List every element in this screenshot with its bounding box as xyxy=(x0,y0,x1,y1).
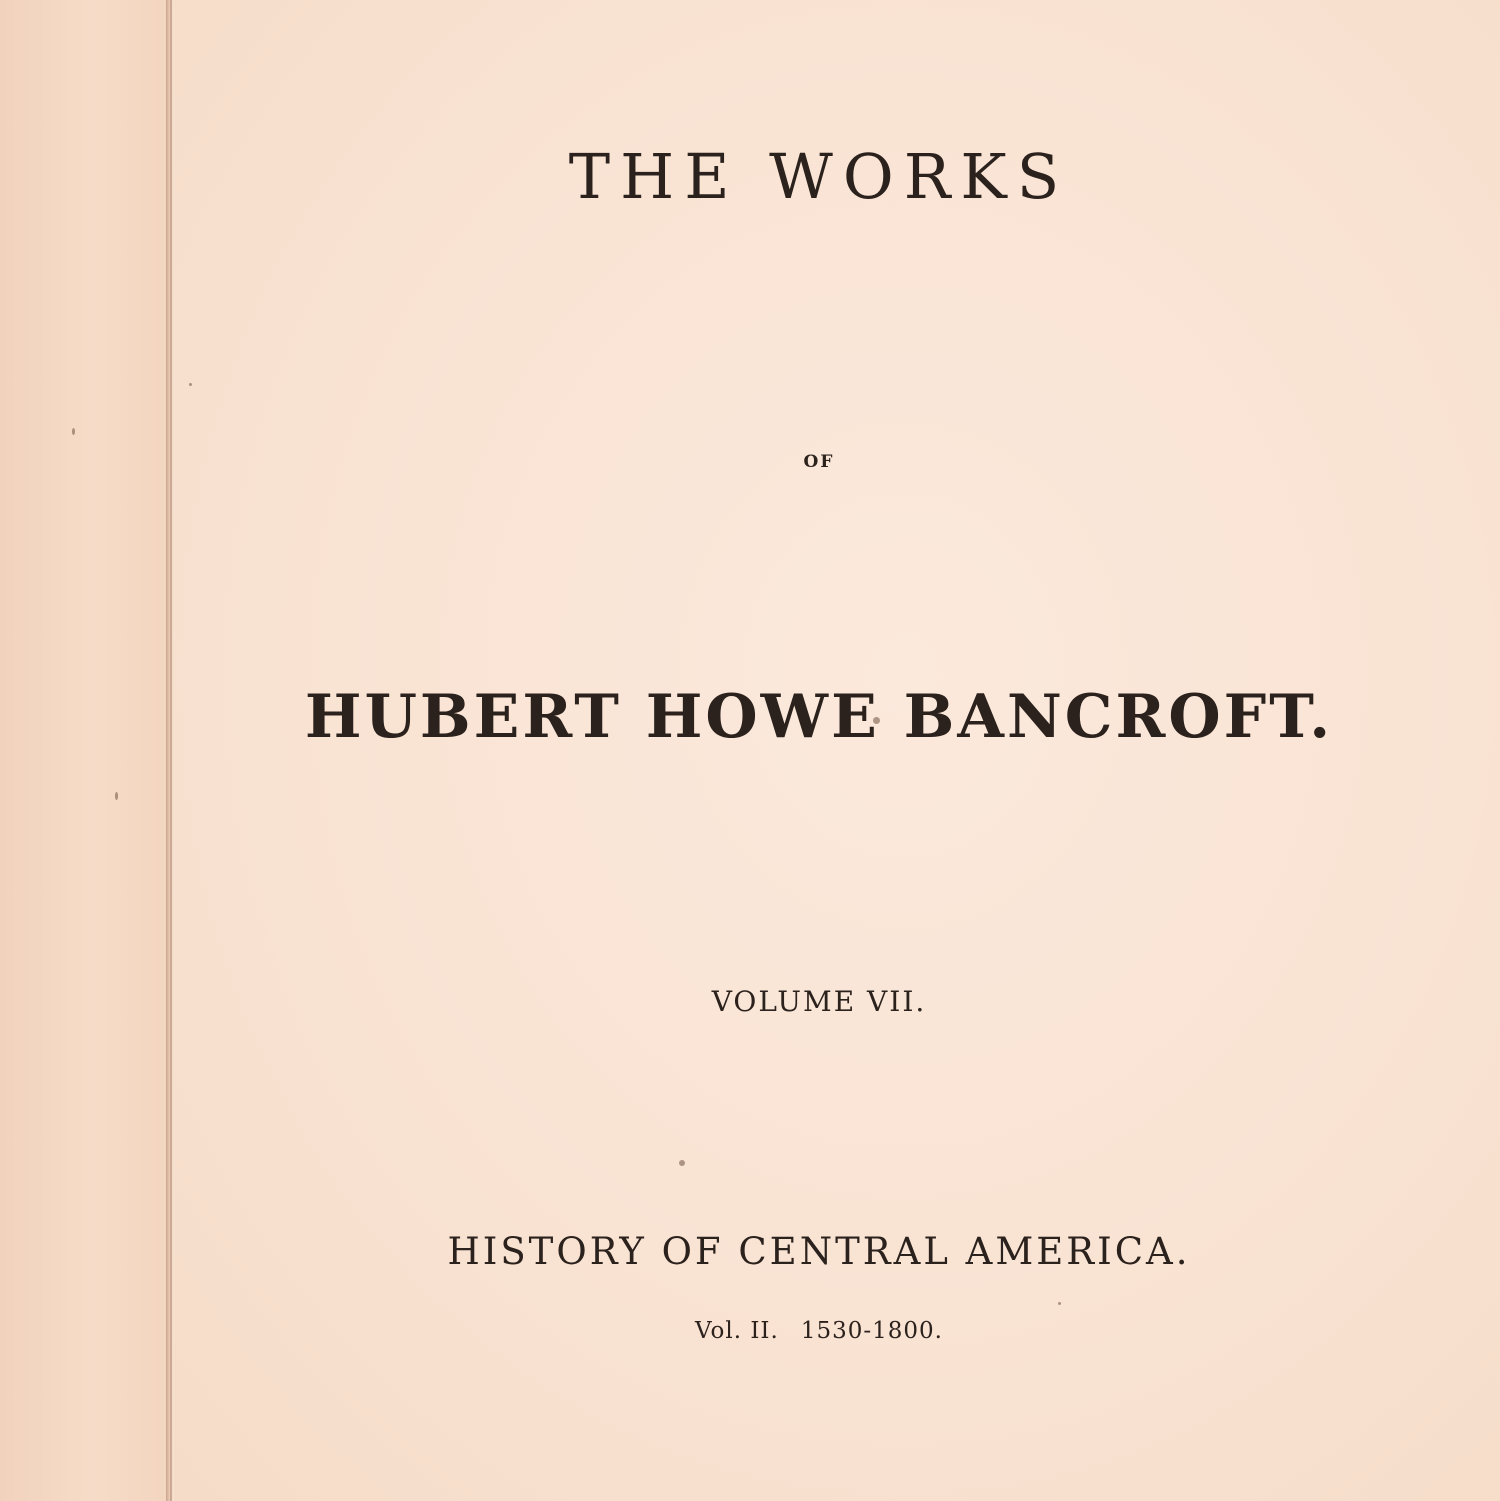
paper-speck xyxy=(72,428,75,435)
author-name: HUBERT HOWE BANCROFT. xyxy=(304,682,1334,752)
paper-speck xyxy=(1058,1302,1061,1305)
paper-speck xyxy=(679,1160,685,1166)
sub-volume-line xyxy=(174,1318,1464,1344)
volume-number: VOLUME VII. xyxy=(711,985,927,1018)
paper-speck xyxy=(189,383,192,386)
gutter-line xyxy=(170,0,172,1501)
paper-speck xyxy=(115,792,118,800)
sub-volume-label: Vol. II. xyxy=(695,1318,779,1344)
date-range: 1530-1800. xyxy=(800,1318,943,1344)
left-page xyxy=(0,0,168,1501)
series-title: HISTORY OF CENTRAL AMERICA. xyxy=(447,1230,1191,1273)
title-heading: THE WORKS xyxy=(568,140,1070,213)
title-preposition: OF xyxy=(803,452,835,472)
